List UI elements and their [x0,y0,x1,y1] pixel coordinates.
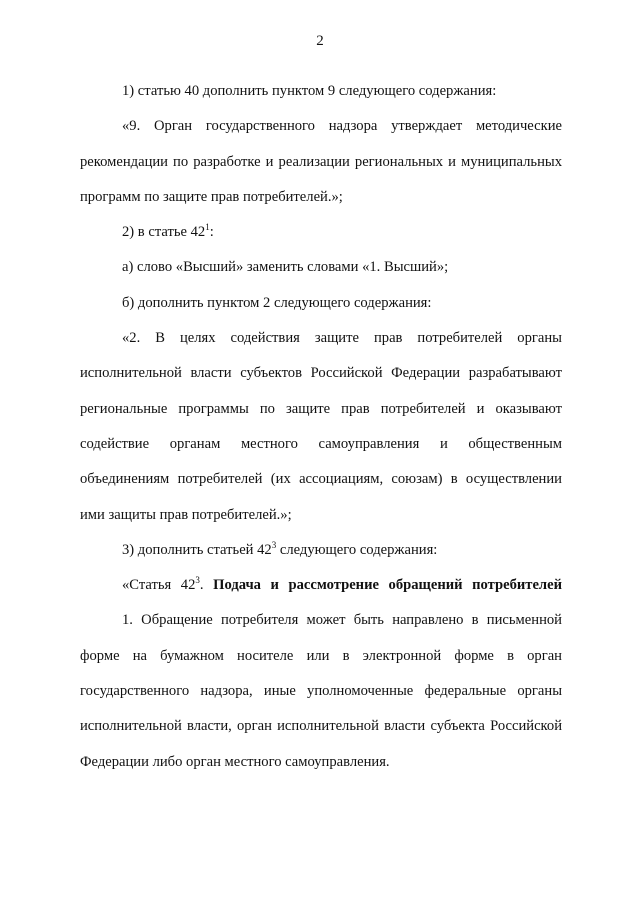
paragraph-point-2: «2. В целях содействия защите прав потребителей органы исполнительной власти субъектов Российской Федерации разрабатывают региональные программы по защите прав потребителей и оказывают содействие органам местного самоуправления и общественным объединениям потребителей (их ассоциациям, союзам) в осуществлении ими защиты прав потребителей.»; [80,330,562,523]
paragraph-point-9: «9. Орган государственного надзора утверждает методические рекомендации по разработке и реализации региональных и муниципальных программ по защите прав потребителей.»; [80,118,562,205]
paragraph-article-42-1-text: 2) в статье 42 [122,224,206,241]
article-heading-dot: . [199,577,214,594]
superscript-3: 3 [271,539,277,550]
paragraph-add-article-42-3-text: 3) дополнить статьей 42 [122,541,272,558]
paragraph-article-42-1-tail: : [209,224,214,241]
paragraph-add-point-2: б) дополнить пунктом 2 следующего содержания: [122,294,432,311]
paragraph-amend-article-40: 1) статью 40 дополнить пунктом 9 следующего содержания: [122,83,497,99]
paragraph-replace-word: а) слово «Высший» заменить словами «1. Высший»; [122,259,449,276]
paragraph-article-42-1 [80,215,562,250]
page-number: 2 [316,33,324,49]
article-heading-title: Подача и рассмотрение обращений потребителей [213,577,563,594]
paragraph-add-article-42-3-tail: следующего содержания: [276,541,438,558]
article-heading-prefix: «Статья 42 [122,577,196,594]
superscript-1: 1 [205,222,210,233]
superscript-3: 3 [195,575,200,586]
article-42-3-heading [80,568,562,603]
paragraph-add-article-42-3 [80,533,562,568]
document-body [80,74,562,780]
paragraph-complaint-submission: 1. Обращение потребителя может быть направлено в письменной форме на бумажном носителе или в электронной форме в орган государственного надзора, иные уполномоченные федеральные органы исполнительной власти, орган исполнительной власти субъекта Российской Федерации либо орган местного самоуправления. [80,612,562,770]
